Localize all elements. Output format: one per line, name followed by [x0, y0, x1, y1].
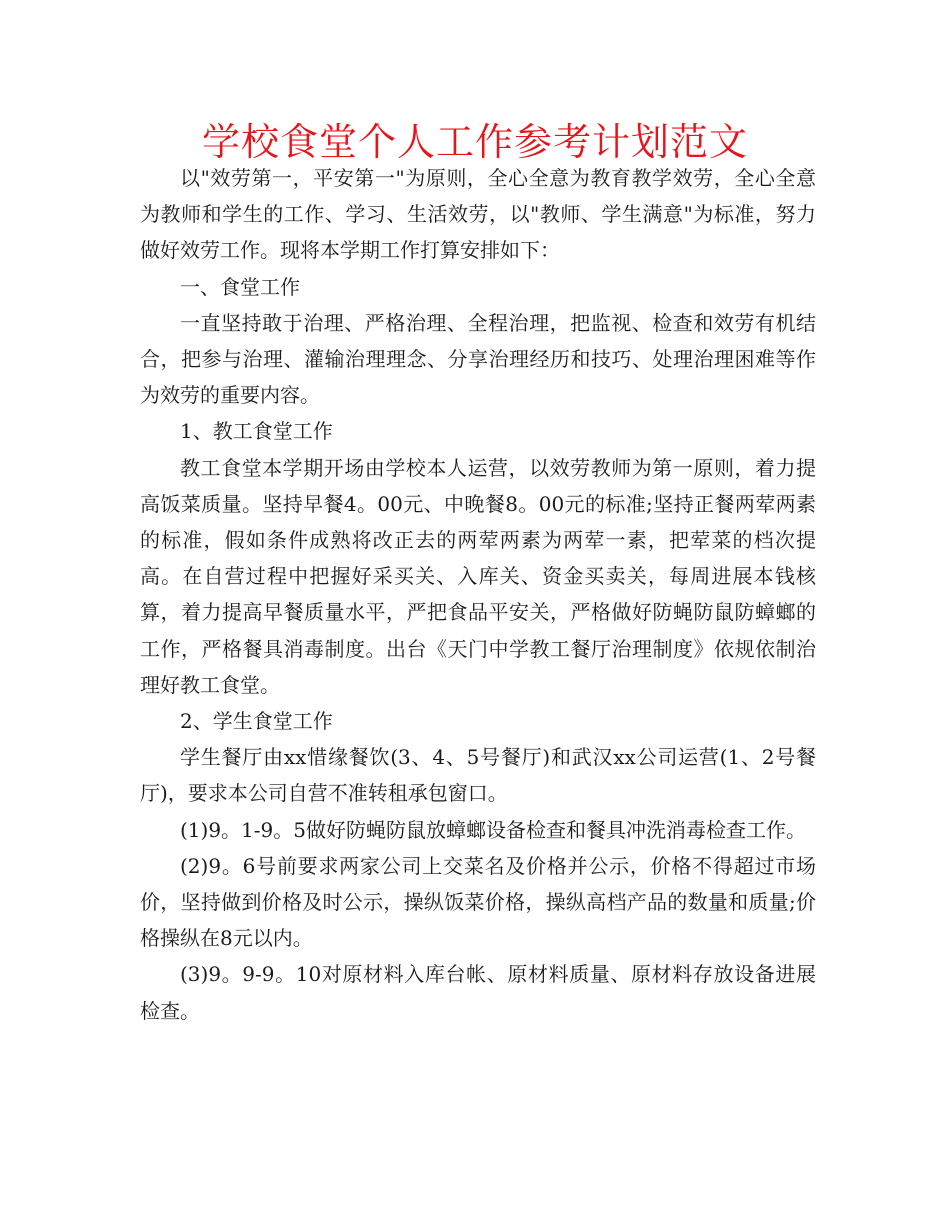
document-body	[140, 160, 816, 1029]
paragraph-staff-canteen: 教工食堂本学期开场由学校本人运营，以效劳教师为第一原则，着力提高饭菜质量。坚持早餐4。00元、中晚餐8。00元的标准;坚持正餐两荤两素的标准，假如条件成熟将改正去的两荤两素为两荤一素，把荤菜的档次提高。在自营过程中把握好采买关、入库关、资金买卖关，每周进展本钱核算，着力提高早餐质量水平，严把食品平安关，严格做好防蝇防鼠防蟑螂的工作，严格餐具消毒制度。出台《天门中学教工餐厅治理制度》依规依制治理好教工食堂。	[140, 455, 816, 697]
paragraph-intro: 以"效劳第一，平安第一"为原则，全心全意为教育教学效劳，全心全意为教师和学生的工作、学习、生活效劳，以"教师、学生满意"为标准，努力做好效劳工作。现将本学期工作打算安排如下：	[140, 166, 816, 263]
section-heading-canteen: 一、食堂工作	[180, 274, 300, 299]
subsection-heading-student-canteen: 2、学生食堂工作	[180, 709, 333, 734]
paragraph-student-canteen: 学生餐厅由xx惜缘餐饮(3、4、5号餐厅)和武汉xx公司运营(1、2号餐厅)，要求本公司自营不准转租承包窗口。	[140, 745, 816, 806]
paragraph-item-1: (1)9。1-9。5做好防蝇防鼠放蟑螂设备检查和餐具冲洗消毒检查工作。	[180, 817, 806, 842]
subsection-heading-staff-canteen: 1、教工食堂工作	[180, 419, 333, 444]
paragraph-canteen-principles: 一直坚持敢于治理、严格治理、全程治理，把监视、检查和效劳有机结合，把参与治理、灌输治理理念、分享治理经历和技巧、处理治理困难等作为效劳的重要内容。	[140, 310, 816, 408]
paragraph-item-2: (2)9。6号前要求两家公司上交菜名及价格并公示，价格不得超过市场价，坚持做到价格及时公示，操纵饭菜价格，操纵高档产品的数量和质量;价格操纵在8元以内。	[140, 853, 816, 951]
paragraph-item-3: (3)9。9-9。10对原材料入库台帐、原材料质量、原材料存放设备进展检查。	[140, 962, 816, 1023]
document-title: 学校食堂个人工作参考计划范文	[201, 120, 748, 164]
